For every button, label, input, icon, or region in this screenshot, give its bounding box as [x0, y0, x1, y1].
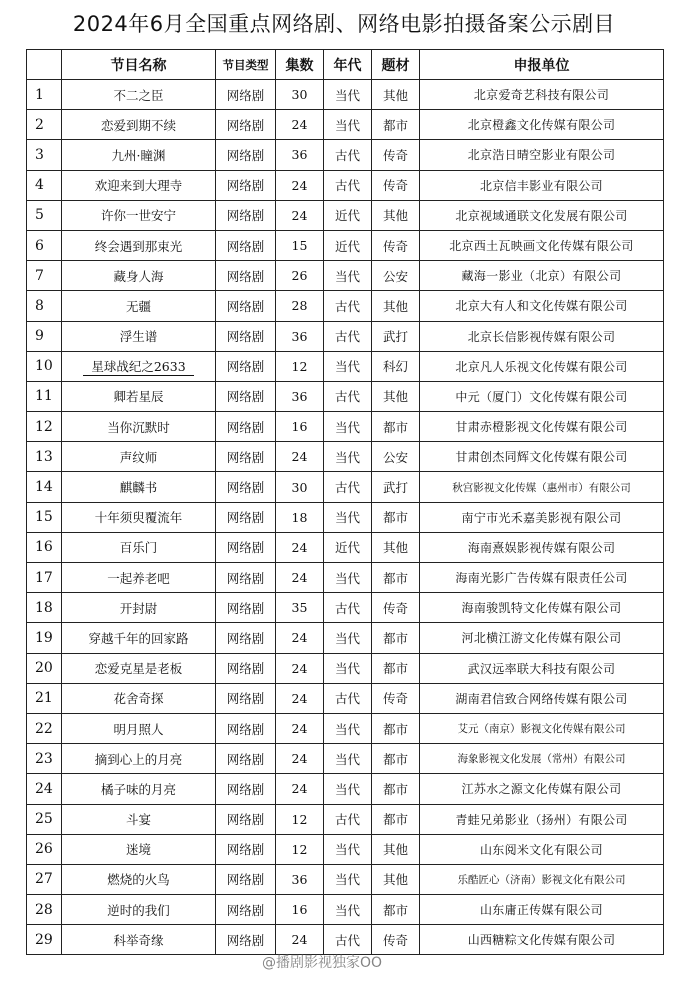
program-type-cell: 网络剧	[216, 593, 276, 623]
applicant-unit-cell: 甘肃创杰同辉文化传媒有限公司	[420, 442, 664, 472]
header-program-name: 节目名称	[62, 50, 216, 80]
episode-count-cell: 24	[276, 170, 324, 200]
episode-count-cell: 18	[276, 502, 324, 532]
row-index-cell: 4	[27, 170, 62, 200]
applicant-unit-cell: 北京长信影视传媒有限公司	[420, 321, 664, 351]
genre-cell: 都市	[372, 895, 420, 925]
row-index-cell: 29	[27, 925, 62, 955]
genre-cell: 传奇	[372, 925, 420, 955]
filing-table	[26, 49, 664, 955]
table-row	[27, 804, 664, 834]
row-index-cell: 16	[27, 532, 62, 562]
program-name-underlined: 星球战纪之2633	[83, 359, 193, 376]
row-index-cell: 14	[27, 472, 62, 502]
row-index-cell: 18	[27, 593, 62, 623]
applicant-unit-cell: 北京视域通联文化发展有限公司	[420, 200, 664, 230]
table-row	[27, 834, 664, 864]
era-cell: 古代	[324, 472, 372, 502]
applicant-unit-cell: 青蛙兄弟影业（扬州）有限公司	[420, 804, 664, 834]
program-type-cell: 网络剧	[216, 381, 276, 411]
program-type-cell: 网络剧	[216, 170, 276, 200]
episode-count-cell: 24	[276, 110, 324, 140]
genre-cell: 武打	[372, 321, 420, 351]
era-cell: 当代	[324, 744, 372, 774]
genre-cell: 武打	[372, 472, 420, 502]
program-name-cell: 斗宴	[62, 804, 216, 834]
applicant-unit-cell: 秋宫影视文化传媒（惠州市）有限公司	[420, 472, 664, 502]
program-type-cell: 网络剧	[216, 291, 276, 321]
row-index-cell: 1	[27, 80, 62, 110]
header-era: 年代	[324, 50, 372, 80]
era-cell: 当代	[324, 653, 372, 683]
header-row	[27, 50, 664, 80]
program-type-cell: 网络剧	[216, 864, 276, 894]
program-name-cell: 明月照人	[62, 713, 216, 743]
table-row	[27, 774, 664, 804]
program-name-cell: 麒麟书	[62, 472, 216, 502]
program-type-cell: 网络剧	[216, 713, 276, 743]
era-cell: 古代	[324, 593, 372, 623]
genre-cell: 传奇	[372, 593, 420, 623]
row-index-cell: 12	[27, 412, 62, 442]
table-row	[27, 291, 664, 321]
applicant-unit-cell: 山东庸正传媒有限公司	[420, 895, 664, 925]
table-row	[27, 170, 664, 200]
program-name-cell: 恋爱到期不续	[62, 110, 216, 140]
program-type-cell: 网络剧	[216, 895, 276, 925]
header-episodes: 集数	[276, 50, 324, 80]
genre-cell: 传奇	[372, 140, 420, 170]
era-cell: 当代	[324, 80, 372, 110]
era-cell: 当代	[324, 834, 372, 864]
era-cell: 近代	[324, 532, 372, 562]
era-cell: 当代	[324, 774, 372, 804]
header-applicant: 申报单位	[420, 50, 664, 80]
program-name-cell: 欢迎来到大理寺	[62, 170, 216, 200]
row-index-cell: 26	[27, 834, 62, 864]
program-type-cell: 网络剧	[216, 442, 276, 472]
applicant-unit-cell: 中元（厦门）文化传媒有限公司	[420, 381, 664, 411]
era-cell: 当代	[324, 502, 372, 532]
table-row	[27, 683, 664, 713]
row-index-cell: 19	[27, 623, 62, 653]
table-row	[27, 412, 664, 442]
genre-cell: 其他	[372, 80, 420, 110]
program-name-cell: 当你沉默时	[62, 412, 216, 442]
era-cell: 近代	[324, 200, 372, 230]
genre-cell: 都市	[372, 744, 420, 774]
applicant-unit-cell: 北京浩日晴空影业有限公司	[420, 140, 664, 170]
genre-cell: 科幻	[372, 351, 420, 381]
era-cell: 当代	[324, 623, 372, 653]
program-type-cell: 网络剧	[216, 532, 276, 562]
era-cell: 当代	[324, 864, 372, 894]
program-type-cell: 网络剧	[216, 623, 276, 653]
episode-count-cell: 24	[276, 532, 324, 562]
table-row	[27, 925, 664, 955]
table-row	[27, 593, 664, 623]
episode-count-cell: 24	[276, 744, 324, 774]
program-name-cell: 不二之臣	[62, 80, 216, 110]
episode-count-cell: 36	[276, 381, 324, 411]
episode-count-cell: 16	[276, 412, 324, 442]
applicant-unit-cell: 山西糖粽文化传媒有限公司	[420, 925, 664, 955]
applicant-unit-cell: 北京大有人和文化传媒有限公司	[420, 291, 664, 321]
applicant-unit-cell: 北京橙鑫文化传媒有限公司	[420, 110, 664, 140]
episode-count-cell: 30	[276, 80, 324, 110]
genre-cell: 都市	[372, 774, 420, 804]
episode-count-cell: 24	[276, 563, 324, 593]
table-row	[27, 623, 664, 653]
era-cell: 古代	[324, 140, 372, 170]
program-type-cell: 网络剧	[216, 230, 276, 260]
document-title: 2024年6月全国重点网络剧、网络电影拍摄备案公示剧目	[72, 12, 616, 36]
row-index-cell: 21	[27, 683, 62, 713]
program-name-cell: 恋爱克星是老板	[62, 653, 216, 683]
table-row	[27, 230, 664, 260]
episode-count-cell: 24	[276, 774, 324, 804]
era-cell: 近代	[324, 230, 372, 260]
program-type-cell: 网络剧	[216, 563, 276, 593]
row-index-cell: 3	[27, 140, 62, 170]
episode-count-cell: 36	[276, 140, 324, 170]
program-name-cell: 卿若星辰	[62, 381, 216, 411]
table-row	[27, 200, 664, 230]
genre-cell: 传奇	[372, 230, 420, 260]
table-row	[27, 80, 664, 110]
genre-cell: 其他	[372, 381, 420, 411]
applicant-unit-cell: 北京爱奇艺科技有限公司	[420, 80, 664, 110]
row-index-cell: 28	[27, 895, 62, 925]
applicant-unit-cell: 海象影视文化发展（常州）有限公司	[420, 744, 664, 774]
era-cell: 当代	[324, 351, 372, 381]
program-type-cell: 网络剧	[216, 261, 276, 291]
program-type-cell: 网络剧	[216, 351, 276, 381]
episode-count-cell: 15	[276, 230, 324, 260]
header-program-type: 节目类型	[216, 50, 276, 80]
program-name-cell: 逆时的我们	[62, 895, 216, 925]
era-cell: 当代	[324, 713, 372, 743]
program-type-cell: 网络剧	[216, 653, 276, 683]
program-type-cell: 网络剧	[216, 834, 276, 864]
row-index-cell: 2	[27, 110, 62, 140]
era-cell: 古代	[324, 683, 372, 713]
episode-count-cell: 36	[276, 321, 324, 351]
applicant-unit-cell: 藏海一影业（北京）有限公司	[420, 261, 664, 291]
program-name-cell: 终会遇到那束光	[62, 230, 216, 260]
era-cell: 古代	[324, 291, 372, 321]
program-name-cell: 浮生谱	[62, 321, 216, 351]
program-type-cell: 网络剧	[216, 774, 276, 804]
table-row	[27, 261, 664, 291]
watermark: @播剧影视独家OO	[262, 955, 383, 971]
header-index	[27, 50, 62, 80]
era-cell: 当代	[324, 895, 372, 925]
genre-cell: 传奇	[372, 683, 420, 713]
program-name-cell: 藏身人海	[62, 261, 216, 291]
program-type-cell: 网络剧	[216, 140, 276, 170]
header-genre: 题材	[372, 50, 420, 80]
program-type-cell: 网络剧	[216, 472, 276, 502]
episode-count-cell: 24	[276, 200, 324, 230]
genre-cell: 公安	[372, 442, 420, 472]
genre-cell: 其他	[372, 200, 420, 230]
program-name-cell: 一起养老吧	[62, 563, 216, 593]
program-name-cell	[62, 351, 216, 381]
program-name-cell: 迷境	[62, 834, 216, 864]
row-index-cell: 20	[27, 653, 62, 683]
episode-count-cell: 30	[276, 472, 324, 502]
program-name-cell: 摘到心上的月亮	[62, 744, 216, 774]
episode-count-cell: 35	[276, 593, 324, 623]
era-cell: 古代	[324, 321, 372, 351]
episode-count-cell: 26	[276, 261, 324, 291]
table-row	[27, 140, 664, 170]
episode-count-cell: 24	[276, 442, 324, 472]
genre-cell: 其他	[372, 532, 420, 562]
applicant-unit-cell: 山东阅米文化有限公司	[420, 834, 664, 864]
era-cell: 古代	[324, 804, 372, 834]
table-row	[27, 472, 664, 502]
table-row	[27, 381, 664, 411]
program-name-cell: 无疆	[62, 291, 216, 321]
program-name-cell: 声纹师	[62, 442, 216, 472]
program-name-cell: 许你一世安宁	[62, 200, 216, 230]
table-row	[27, 502, 664, 532]
row-index-cell: 5	[27, 200, 62, 230]
episode-count-cell: 28	[276, 291, 324, 321]
row-index-cell: 17	[27, 563, 62, 593]
row-index-cell: 15	[27, 502, 62, 532]
program-name-cell: 十年须臾覆流年	[62, 502, 216, 532]
era-cell: 当代	[324, 412, 372, 442]
program-type-cell: 网络剧	[216, 502, 276, 532]
era-cell: 当代	[324, 110, 372, 140]
row-index-cell: 13	[27, 442, 62, 472]
applicant-unit-cell: 南宁市光禾嘉美影视有限公司	[420, 502, 664, 532]
genre-cell: 都市	[372, 563, 420, 593]
genre-cell: 都市	[372, 502, 420, 532]
genre-cell: 都市	[372, 623, 420, 653]
program-name-cell: 百乐门	[62, 532, 216, 562]
program-type-cell: 网络剧	[216, 683, 276, 713]
genre-cell: 公安	[372, 261, 420, 291]
applicant-unit-cell: 武汉远率联大科技有限公司	[420, 653, 664, 683]
episode-count-cell: 24	[276, 713, 324, 743]
episode-count-cell: 24	[276, 623, 324, 653]
row-index-cell: 10	[27, 351, 62, 381]
program-type-cell: 网络剧	[216, 412, 276, 442]
table-row	[27, 351, 664, 381]
table-row	[27, 864, 664, 894]
table-row	[27, 532, 664, 562]
genre-cell: 传奇	[372, 170, 420, 200]
applicant-unit-cell: 湖南君信致合网络传媒有限公司	[420, 683, 664, 713]
row-index-cell: 23	[27, 744, 62, 774]
row-index-cell: 7	[27, 261, 62, 291]
genre-cell: 都市	[372, 110, 420, 140]
applicant-unit-cell: 海南光影广告传媒有限责任公司	[420, 563, 664, 593]
program-name-cell: 科举奇缘	[62, 925, 216, 955]
episode-count-cell: 24	[276, 653, 324, 683]
program-type-cell: 网络剧	[216, 925, 276, 955]
episode-count-cell: 12	[276, 834, 324, 864]
episode-count-cell: 24	[276, 925, 324, 955]
program-name-cell: 九州·瞳渊	[62, 140, 216, 170]
table-body	[27, 80, 664, 955]
episode-count-cell: 36	[276, 864, 324, 894]
applicant-unit-cell: 北京信丰影业有限公司	[420, 170, 664, 200]
applicant-unit-cell: 北京西土瓦映画文化传媒有限公司	[420, 230, 664, 260]
episode-count-cell: 16	[276, 895, 324, 925]
era-cell: 当代	[324, 261, 372, 291]
genre-cell: 都市	[372, 713, 420, 743]
table-row	[27, 563, 664, 593]
applicant-unit-cell: 艾元（南京）影视文化传媒有限公司	[420, 713, 664, 743]
program-name-cell: 橘子味的月亮	[62, 774, 216, 804]
table-row	[27, 744, 664, 774]
era-cell: 古代	[324, 170, 372, 200]
applicant-unit-cell: 江苏水之源文化传媒有限公司	[420, 774, 664, 804]
program-type-cell: 网络剧	[216, 80, 276, 110]
genre-cell: 其他	[372, 834, 420, 864]
program-type-cell: 网络剧	[216, 200, 276, 230]
genre-cell: 其他	[372, 864, 420, 894]
table-row	[27, 442, 664, 472]
program-type-cell: 网络剧	[216, 804, 276, 834]
table-row	[27, 895, 664, 925]
genre-cell: 都市	[372, 804, 420, 834]
row-index-cell: 9	[27, 321, 62, 351]
genre-cell: 其他	[372, 291, 420, 321]
era-cell: 古代	[324, 381, 372, 411]
episode-count-cell: 12	[276, 351, 324, 381]
applicant-unit-cell: 甘肃赤橙影视文化传媒有限公司	[420, 412, 664, 442]
program-name-cell: 开封尉	[62, 593, 216, 623]
row-index-cell: 25	[27, 804, 62, 834]
table-row	[27, 321, 664, 351]
applicant-unit-cell: 乐酷匠心（济南）影视文化有限公司	[420, 864, 664, 894]
genre-cell: 都市	[372, 412, 420, 442]
table-row	[27, 110, 664, 140]
era-cell: 当代	[324, 563, 372, 593]
row-index-cell: 8	[27, 291, 62, 321]
genre-cell: 都市	[372, 653, 420, 683]
applicant-unit-cell: 海南骏凯特文化传媒有限公司	[420, 593, 664, 623]
era-cell: 当代	[324, 442, 372, 472]
program-type-cell: 网络剧	[216, 110, 276, 140]
table-row	[27, 653, 664, 683]
row-index-cell: 11	[27, 381, 62, 411]
program-type-cell: 网络剧	[216, 744, 276, 774]
program-name-cell: 燃烧的火鸟	[62, 864, 216, 894]
row-index-cell: 24	[27, 774, 62, 804]
episode-count-cell: 24	[276, 683, 324, 713]
episode-count-cell: 12	[276, 804, 324, 834]
applicant-unit-cell: 河北横江游文化传媒有限公司	[420, 623, 664, 653]
row-index-cell: 22	[27, 713, 62, 743]
program-type-cell: 网络剧	[216, 321, 276, 351]
table-row	[27, 713, 664, 743]
row-index-cell: 6	[27, 230, 62, 260]
era-cell: 古代	[324, 925, 372, 955]
applicant-unit-cell: 海南熹娱影视传媒有限公司	[420, 532, 664, 562]
program-name-cell: 花舍奇探	[62, 683, 216, 713]
row-index-cell: 27	[27, 864, 62, 894]
program-name-cell: 穿越千年的回家路	[62, 623, 216, 653]
applicant-unit-cell: 北京凡人乐视文化传媒有限公司	[420, 351, 664, 381]
